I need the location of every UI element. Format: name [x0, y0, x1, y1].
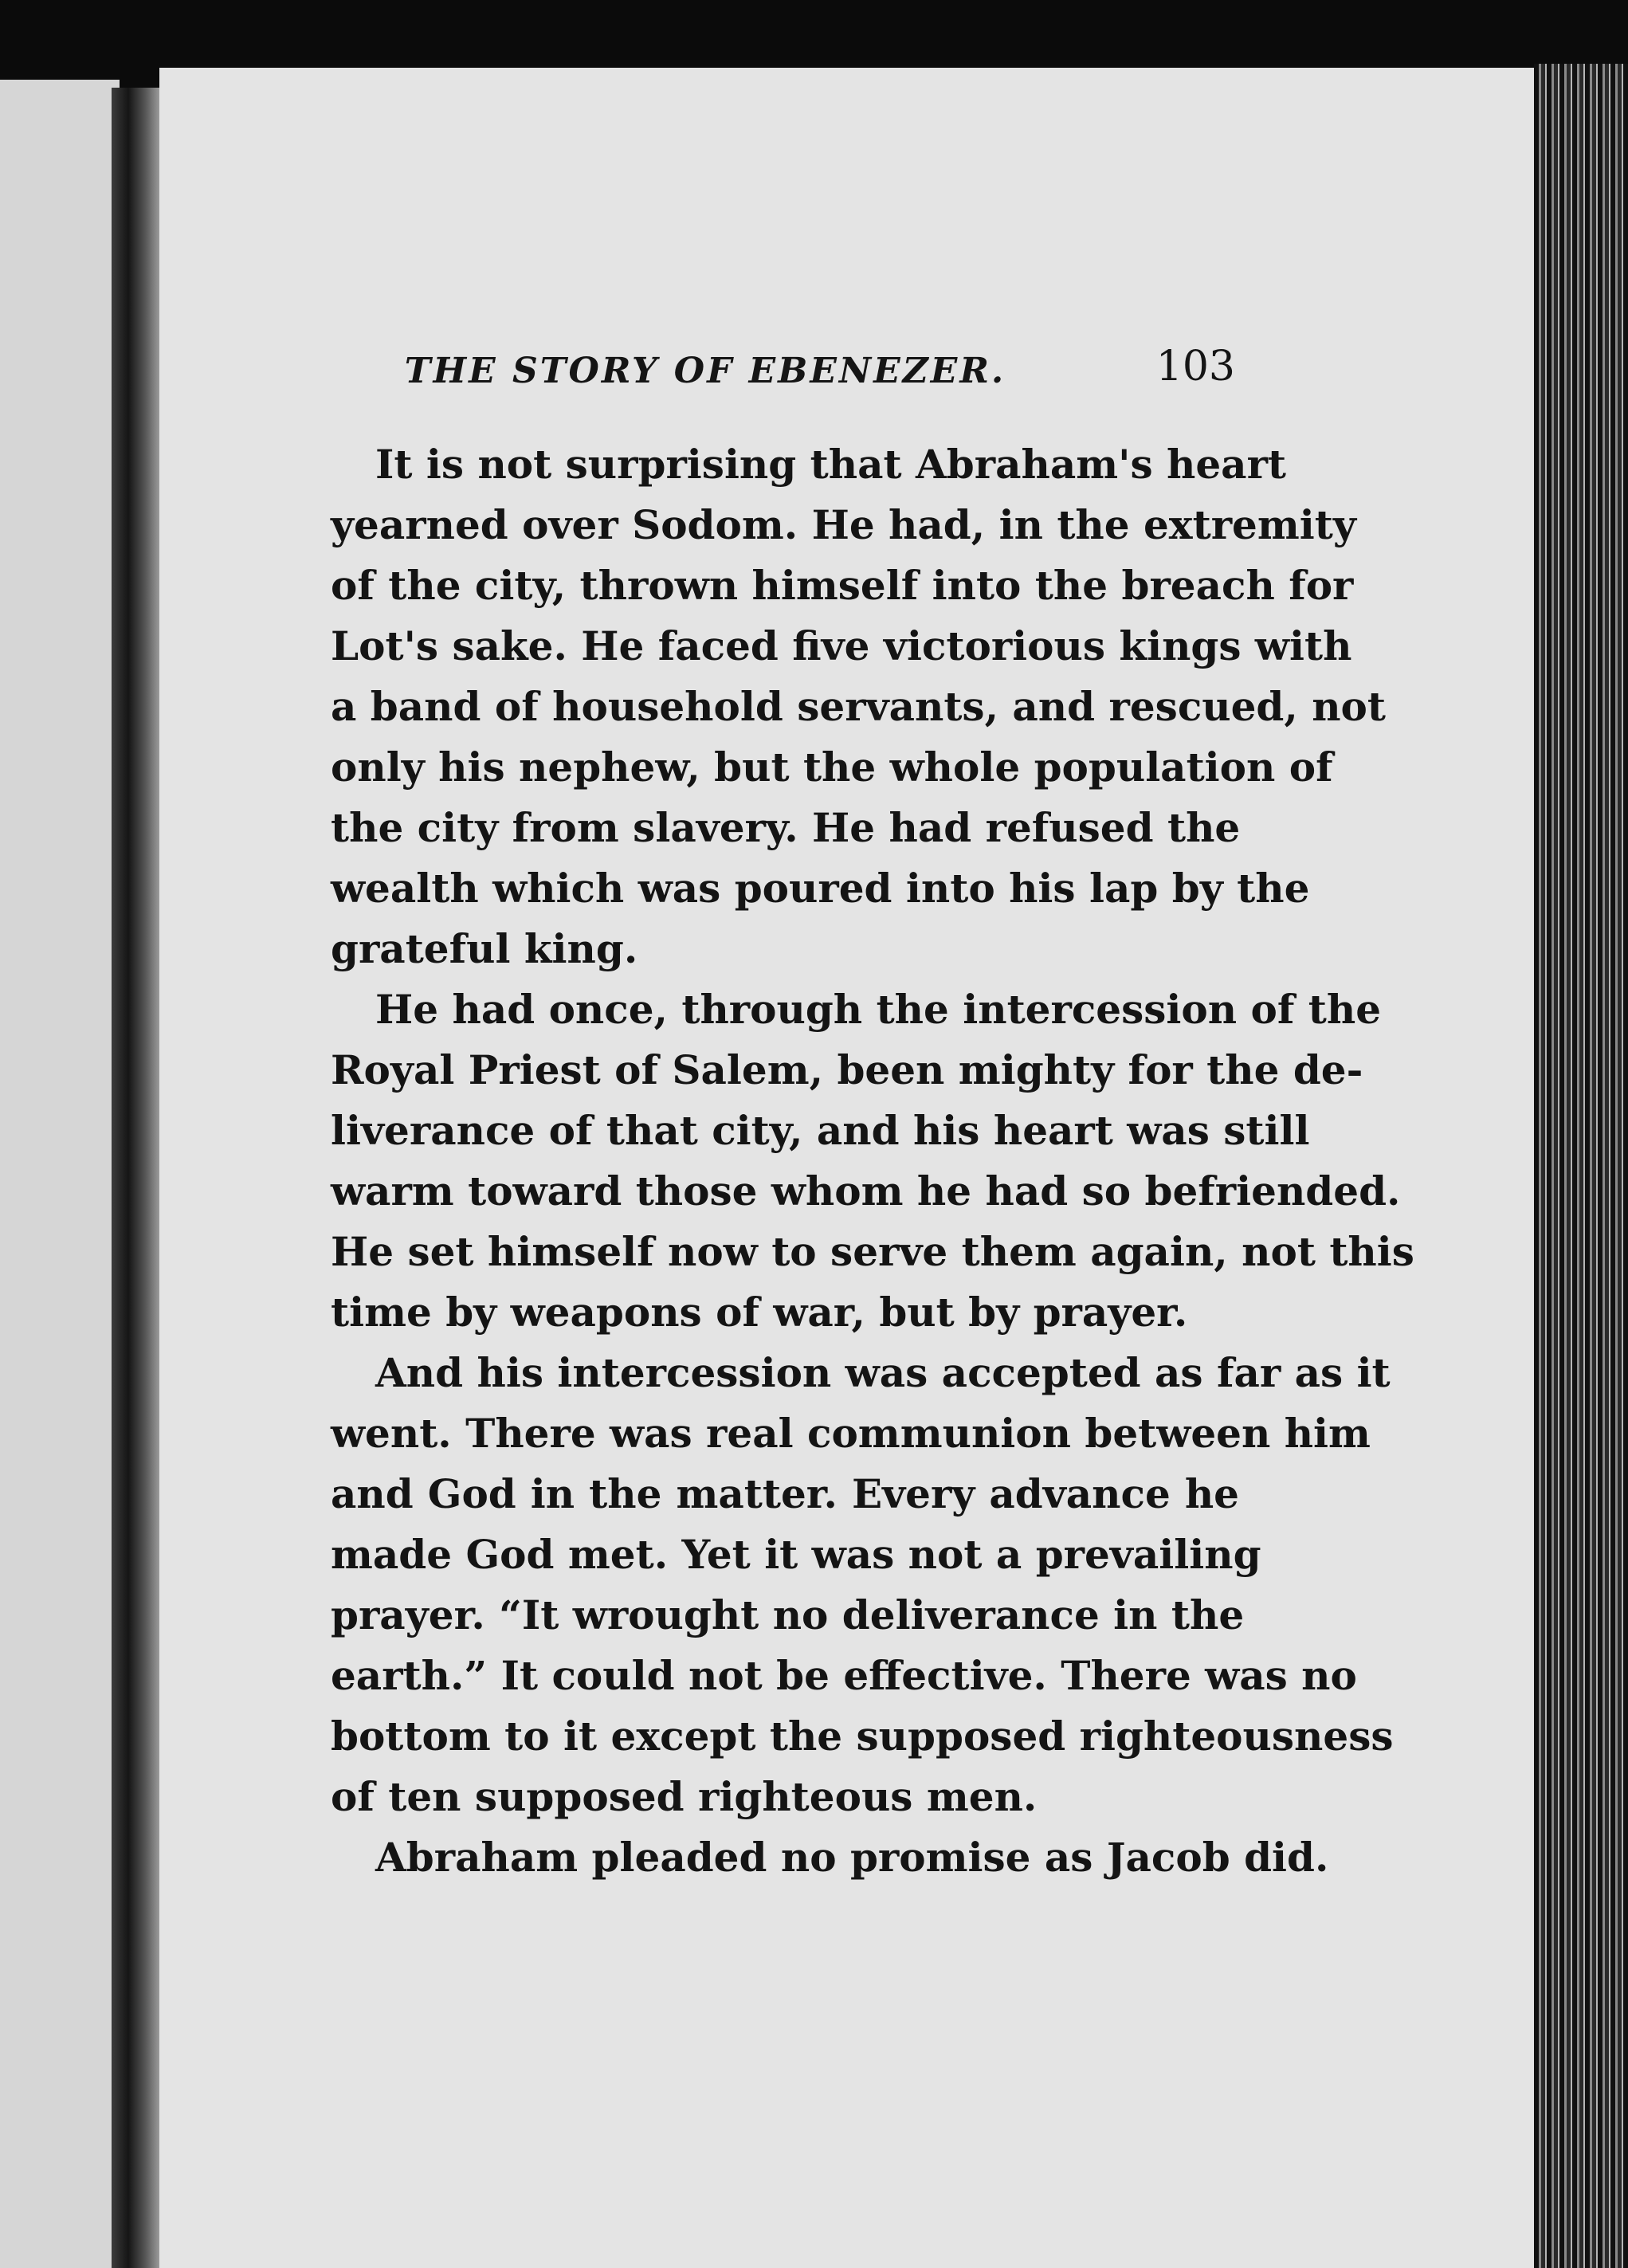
text-line: warm toward those whom he had so befriended. — [331, 1167, 1401, 1214]
text-line: the city from slavery. He had refused the — [331, 804, 1241, 851]
text-line: He set himself now to serve them again, not this — [331, 1228, 1414, 1275]
page-number: 103 — [1155, 343, 1235, 390]
text-line: went. There was real communion between him — [331, 1410, 1371, 1457]
text-line: grateful king. — [331, 925, 638, 972]
text-line: a band of household servants, and rescued, not — [331, 683, 1386, 730]
text-line: Abraham pleaded no promise as Jacob did. — [375, 1834, 1329, 1881]
page-stack-edge — [1534, 64, 1628, 2268]
text-line: Lot's sake. He faced five victorious kings with — [331, 622, 1352, 669]
facing-page-edge — [0, 80, 120, 2268]
text-line: bottom to it except the supposed righteousness — [331, 1713, 1394, 1760]
book-gutter — [112, 88, 159, 2268]
running-head: THE STORY OF EBENEZER. — [404, 351, 1006, 391]
text-line: made God met. Yet it was not a prevailing — [331, 1531, 1261, 1578]
text-line: time by weapons of war, but by prayer. — [331, 1289, 1188, 1336]
text-line: wealth which was poured into his lap by the — [331, 865, 1310, 912]
text-line: only his nephew, but the whole population of — [331, 744, 1333, 791]
text-line: of the city, thrown himself into the breach for — [331, 562, 1354, 609]
text-line: He had once, through the intercession of the — [375, 986, 1382, 1033]
text-line: earth.” It could not be effective. There was no — [331, 1652, 1357, 1699]
text-line: It is not surprising that Abraham's heart — [375, 441, 1287, 488]
text-line: of ten supposed righteous men. — [331, 1773, 1038, 1820]
text-line: yearned over Sodom. He had, in the extremity — [331, 501, 1356, 548]
text-line: liverance of that city, and his heart was still — [331, 1107, 1310, 1154]
body-text — [331, 434, 1414, 1888]
text-line: prayer. “It wrought no deliverance in the — [331, 1591, 1245, 1638]
text-line: And his intercession was accepted as far as it — [375, 1349, 1391, 1396]
page-header — [335, 343, 1235, 406]
text-line: and God in the matter. Every advance he — [331, 1470, 1239, 1517]
text-line: Royal Priest of Salem, been mighty for the de- — [331, 1046, 1363, 1093]
